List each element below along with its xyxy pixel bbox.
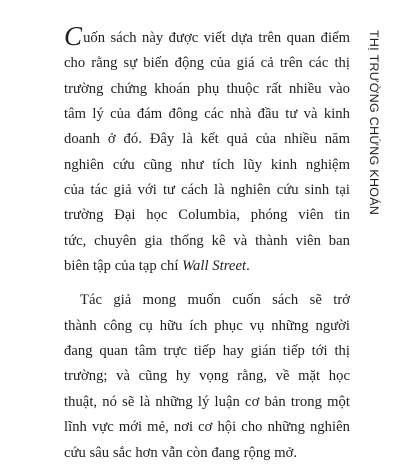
text-line: Tác giả mong muốn cuốn sách sẽ trở — [80, 292, 350, 309]
text-line: nghiên cứu cũng như tích lũy kinh nghiệm — [64, 156, 350, 173]
text-line: trường chứng khoán phụ thuộc rất nhiều vào — [64, 80, 350, 97]
drop-cap: C — [64, 26, 83, 51]
text-line: doanh ở đó. Đây là kết quả của nhiều năm — [64, 131, 350, 148]
text-line-last: cứu sâu sắc hơn vẫn còn đang rộng mở. — [64, 444, 298, 461]
running-head — [363, 30, 385, 260]
text-line: của tác giả với tư cách là nghiên cứu sinh tại — [64, 182, 350, 199]
magazine-title: Wall Street — [182, 258, 247, 275]
text-line: trường; và cũng hy vọng rằng, về mặt học — [64, 368, 350, 385]
text-line: trường Đại học Columbia, phóng viên tin — [64, 207, 350, 224]
running-head-text: THỊ TRƯỜNG CHỨNG KHOÁN — [367, 30, 381, 216]
text-line: Cuốn sách này được viết dựa trên quan điểm — [64, 26, 350, 51]
text-line: đang quan tâm trực tiếp hay gián tiếp tới thị — [64, 343, 350, 360]
text-line-last: biên tập của tạp chí Wall Street. — [64, 258, 250, 275]
text-line: thuật, nó sẽ là những lý luận cơ bản trong một — [64, 393, 350, 410]
text-line: tức, chuyên gia thống kê và thành viên ban — [64, 232, 350, 249]
paragraph-1 — [64, 26, 350, 279]
text-line: thành công cụ hữu ích phục vụ những người — [64, 317, 350, 334]
text-line: lĩnh vực mới mẻ, nơi cơ hội cho những nghiên — [64, 419, 350, 436]
text-line: cho rằng sự biến động của giá cả trên các thị — [64, 55, 350, 72]
text-line: tâm lý của đám đông các nhà đầu tư và kinh — [64, 106, 350, 123]
paragraph-2 — [64, 288, 350, 465]
